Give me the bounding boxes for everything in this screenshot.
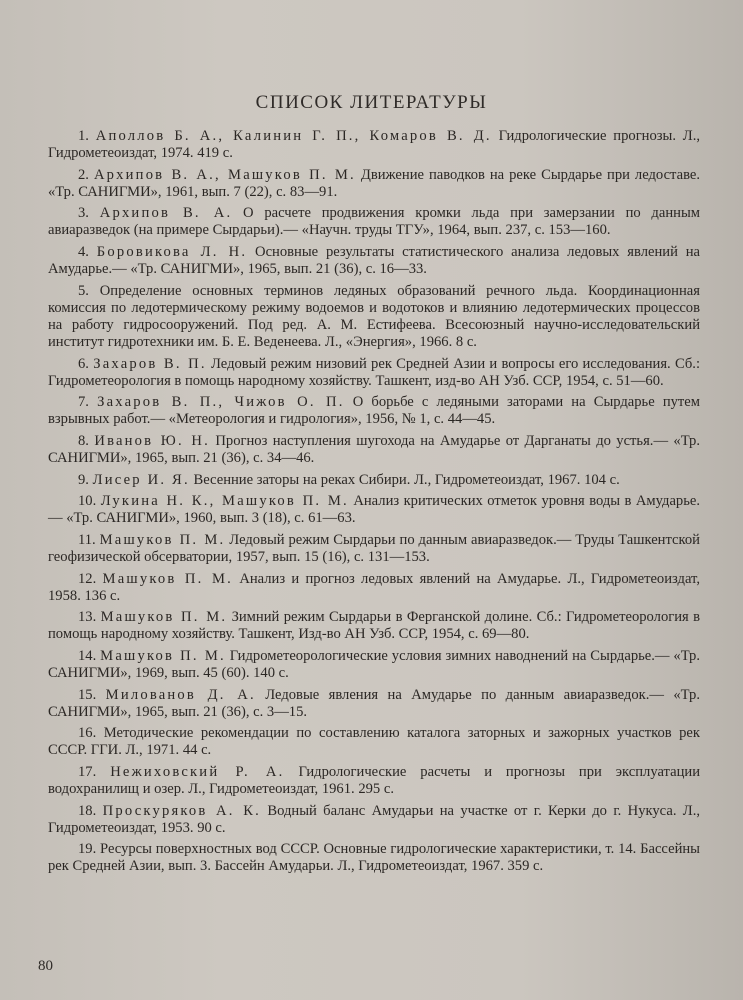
ref-text: Весенние заторы на реках Сибири. Л., Гидрометеоиздат, 1967. 104 с. [193, 471, 620, 488]
list-item [48, 356, 700, 390]
ref-authors: Архипов В. А. [99, 205, 233, 222]
ref-number: 10. [78, 493, 97, 510]
ref-authors: Боровикова Л. Н. [96, 244, 248, 261]
ref-text: Определение основных терминов ледяных образований речного льда. Координационная комиссия по ледотермическому режиму водоемов и водотоков и влиянию ледотермических процессов на работу гидросооружений. Под ред. А. М. Естифеева. Всесоюзный научно-исследовательский институт гидротехники им. Б. Е. Веденеева. Л., «Энергия», 1966. 8 с. [48, 282, 700, 350]
list-item [48, 648, 700, 682]
ref-number: 3. [78, 205, 89, 222]
list-item [48, 841, 700, 875]
ref-number: 7. [78, 394, 89, 411]
ref-text: Прогноз наступления шугохода на Амударье от Дарганаты до устья.— «Тр. САНИГМИ», 1965, вып. 21 (36), с. 34—46. [48, 432, 700, 466]
list-item [48, 433, 700, 467]
ref-number: 17. [78, 764, 97, 781]
ref-text: Движение паводков на реке Сырдарье при ледоставе. «Тр. САНИГМИ», 1961, вып. 7 (22), с. 83—91. [48, 166, 701, 200]
ref-authors: Машуков П. М. [99, 531, 226, 548]
list-item [48, 687, 700, 721]
ref-text: Гидрометеорологические условия зимних наводнений на Сырдарье.— «Тр. САНИГМИ», 1969, вып. 45 (60). 140 с. [48, 647, 700, 682]
ref-text: Ледовый режим Сырдарьи по данным авиаразведок.— Труды Ташкентской геофизической обсерватории, 1957, вып. 15 (16), с. 131—153. [48, 531, 700, 565]
ref-number: 1. [78, 128, 89, 144]
ref-number: 12. [78, 570, 97, 587]
ref-authors: Иванов Ю. Н. [94, 432, 210, 449]
ref-text: Ледовый режим низовий рек Средней Азии и вопросы его исследования. Сб.: Гидрометеорология в помощь народному хозяйству. Ташкент, изд-во АН Узб. ССР, 1954, с. 51—60. [48, 355, 700, 389]
ref-number: 19. [78, 841, 97, 858]
list-item [48, 493, 700, 527]
ref-text: Методические рекомендации по составлению каталога заторных и зажорных участков рек СССР. ГГИ. Л., 1971. 44 с. [48, 725, 700, 759]
ref-number: 8. [78, 432, 89, 449]
ref-authors: Захаров В. П. [93, 355, 207, 372]
list-item [48, 609, 700, 643]
ref-text: Гидрологические прогнозы. Л., Гидрометеоиздат, 1974. 419 с. [48, 128, 700, 162]
reference-list [48, 128, 700, 880]
page-title: СПИСОК ЛИТЕРАТУРЫ [255, 92, 488, 113]
list-item [48, 283, 700, 351]
ref-number: 15. [78, 686, 97, 703]
list-item [48, 472, 700, 489]
list-item [48, 167, 700, 201]
list-item [48, 725, 700, 759]
ref-text: Анализ и прогноз ледовых явлений на Амударье. Л., Гидрометеоиздат, 1958. 136 с. [48, 570, 700, 604]
ref-text: Зимний режим Сырдарьи в Ферганской долине. Сб.: Гидрометеорология в помощь народному хозяйству. Ташкент, Изд-во АН Узб. ССР, 1954, с. 69—80. [48, 609, 700, 643]
ref-text: Анализ критических отметок уровня воды в Амударье.— «Тр. САНИГМИ», 1960, вып. 3 (18), с. 61—63. [48, 493, 701, 527]
ref-authors: Проскуряков А. К. [102, 802, 261, 819]
ref-authors: Милованов Д. А. [105, 686, 256, 703]
list-item [48, 394, 700, 428]
ref-authors: Захаров В. П., Чижов О. П. [97, 394, 345, 411]
ref-text: Гидрологические расчеты и прогнозы при эксплуатации водохранилищ и озер. Л., Гидрометеоиздат, 1961. 295 с. [48, 764, 701, 798]
ref-authors: Лисер И. Я. [92, 471, 190, 488]
list-item [48, 764, 700, 798]
list-item [48, 205, 700, 239]
ref-number: 18. [78, 802, 97, 819]
ref-authors: Архипов В. А., Машуков П. М. [93, 166, 356, 183]
ref-authors: Нежиховский Р. А. [110, 764, 285, 781]
ref-text: Водный баланс Амударьи на участке от г. Керки до г. Нукуса. Л., Гидрометеоиздат, 1953. 90 с. [48, 802, 701, 836]
list-item [48, 244, 700, 278]
ref-text: О борьбе с ледяными заторами на Сырдарье путем взрывных работ.— «Метеорология и гидрология», 1956, № 1, с. 44—45. [48, 394, 701, 428]
ref-text: Основные результаты статистического анализа ледовых явлений на Амударье.— «Тр. САНИГМИ», 1965, вып. 21 (36), с. 16—33. [48, 244, 701, 278]
ref-number: 11. [78, 531, 96, 548]
ref-authors: Аполлов Б. А., Калинин Г. П., Комаров В. Д. [95, 128, 492, 144]
ref-authors: Машуков П. М. [100, 647, 226, 664]
ref-number: 2. [78, 166, 89, 183]
ref-authors: Лукина Н. К., Машуков П. М. [100, 493, 349, 510]
ref-authors: Машуков П. М. [102, 570, 234, 587]
ref-text: О расчете продвижения кромки льда при замерзании по данным авиаразведок (на примере Сырдарьи).— «Научн. труды ТГУ», 1964, вып. 237, с. 153—160. [48, 205, 700, 239]
page-number: 80 [38, 958, 53, 974]
list-item [48, 803, 700, 837]
ref-text: Ледовые явления на Амударье по данным авиаразведок.— «Тр. САНИГМИ», 1965, вып. 21 (36), с. 3—15. [48, 686, 700, 720]
ref-number: 9. [78, 471, 89, 488]
ref-number: 4. [78, 244, 89, 261]
ref-number: 5. [78, 282, 89, 299]
ref-number: 16. [78, 725, 97, 742]
ref-authors: Машуков П. М. [100, 609, 228, 626]
ref-number: 6. [78, 355, 89, 372]
ref-number: 14. [78, 647, 97, 664]
list-item [48, 532, 700, 566]
list-item [48, 128, 700, 162]
ref-number: 13. [78, 609, 97, 626]
list-item [48, 571, 700, 605]
ref-text: Ресурсы поверхностных вод СССР. Основные гидрологические характеристики, т. 14. Бассейны рек Средней Азии, вып. 3. Бассейн Амударьи. Л., Гидрометеоиздат, 1967. 359 с. [48, 841, 700, 875]
